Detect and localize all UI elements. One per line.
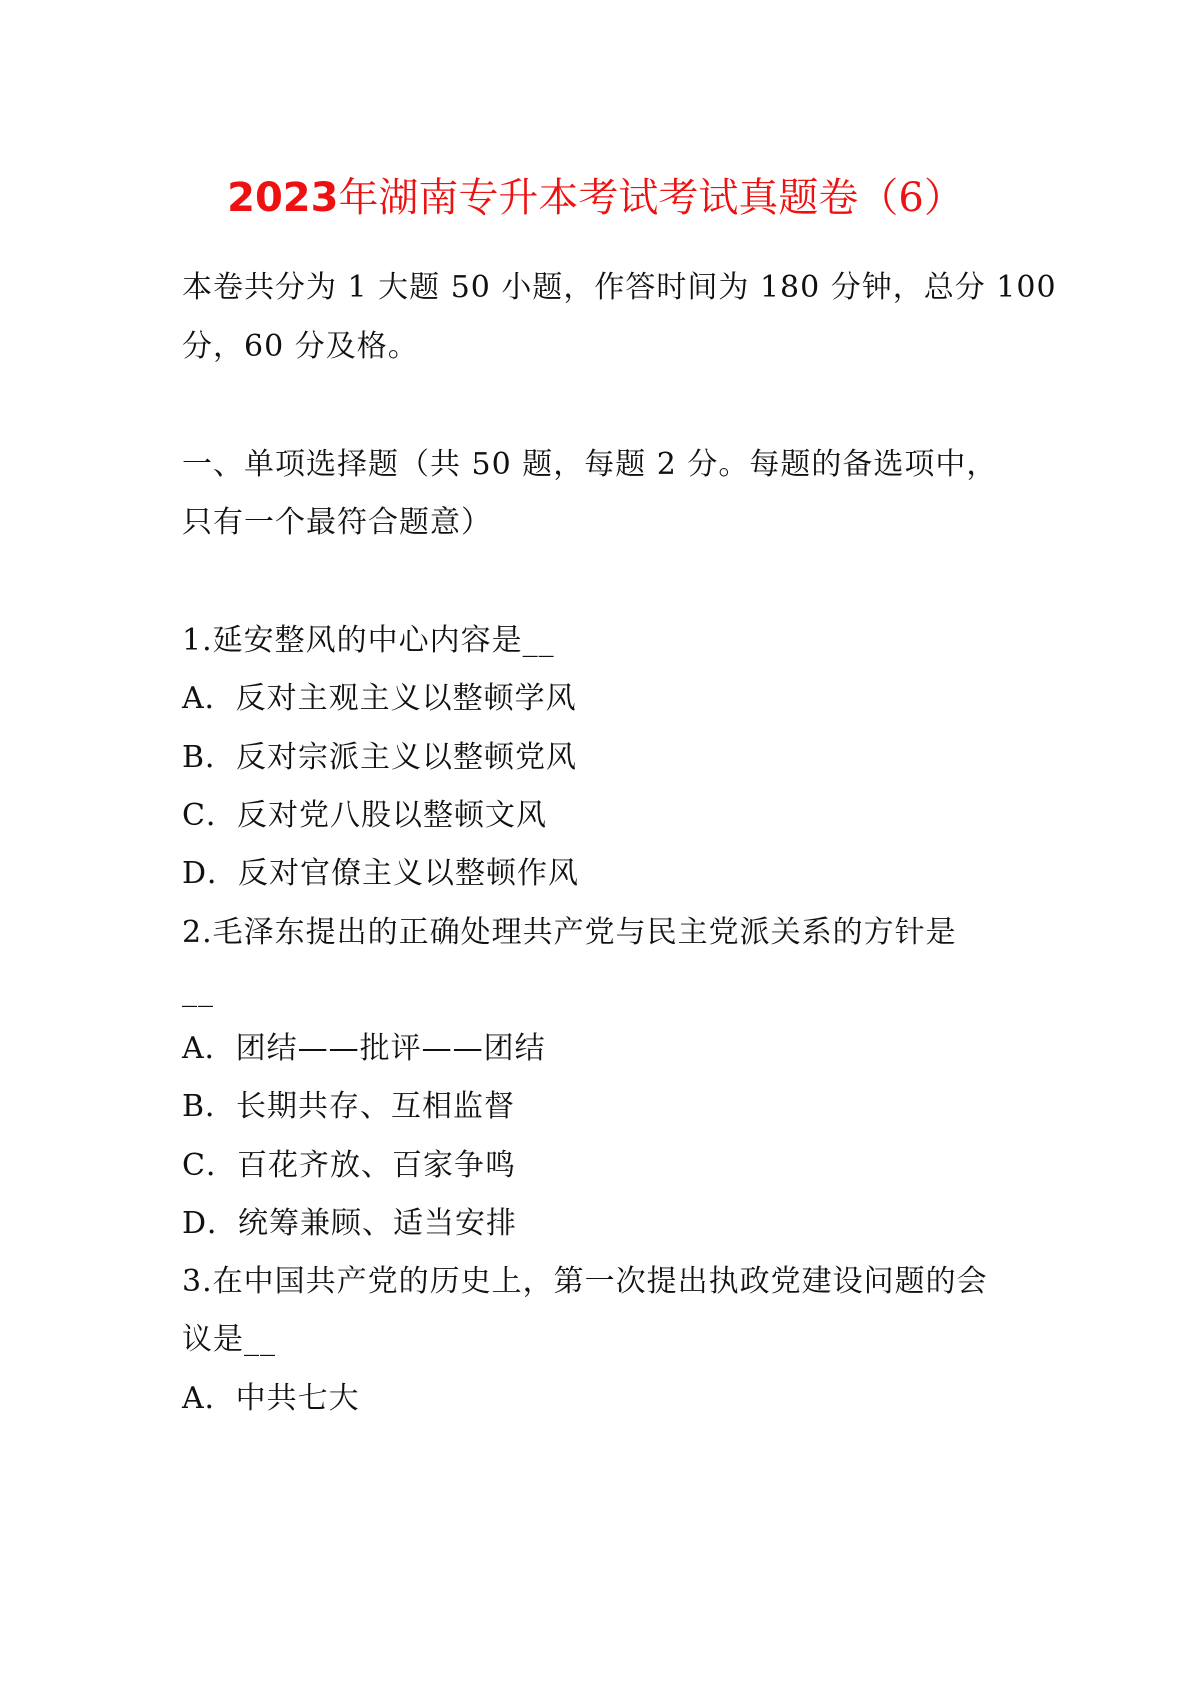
answer-option: B．反对宗派主义以整顿党风 — [182, 740, 578, 775]
intro-line: 分，60 分及格。 — [182, 329, 419, 364]
answer-option: C．反对党八股以整顿文风 — [182, 798, 547, 833]
answer-option: A．中共七大 — [182, 1381, 360, 1416]
answer-option: D．统筹兼顾、适当安排 — [182, 1206, 518, 1241]
section-header-line: 只有一个最符合题意） — [182, 505, 492, 540]
question-stem: 议是__ — [182, 1322, 276, 1357]
title-text: 年湖南专升本考试考试真题卷（6） — [338, 175, 964, 221]
answer-option: B．长期共存、互相监督 — [182, 1089, 516, 1124]
answer-option: C．百花齐放、百家争鸣 — [182, 1148, 516, 1183]
answer-option: D．反对官僚主义以整顿作风 — [182, 856, 580, 891]
document-title — [0, 172, 1191, 224]
intro-line: 本卷共分为 1 大题 50 小题，作答时间为 180 分钟，总分 100 — [182, 270, 1057, 305]
section-header-line: 一、单项选择题（共 50 题，每题 2 分。每题的备选项中， — [182, 447, 998, 482]
answer-option: A．团结——批评——团结 — [182, 1031, 546, 1066]
question-stem: __ — [182, 973, 214, 1008]
question-stem: 1.延安整风的中心内容是__ — [182, 623, 555, 658]
question-stem: 3.在中国共产党的历史上，第一次提出执政党建设问题的会 — [182, 1264, 988, 1299]
answer-option: A．反对主观主义以整顿学风 — [182, 681, 577, 716]
question-stem: 2.毛泽东提出的正确处理共产党与民主党派关系的方针是 — [182, 915, 957, 950]
title-year: 2023 — [227, 175, 339, 221]
